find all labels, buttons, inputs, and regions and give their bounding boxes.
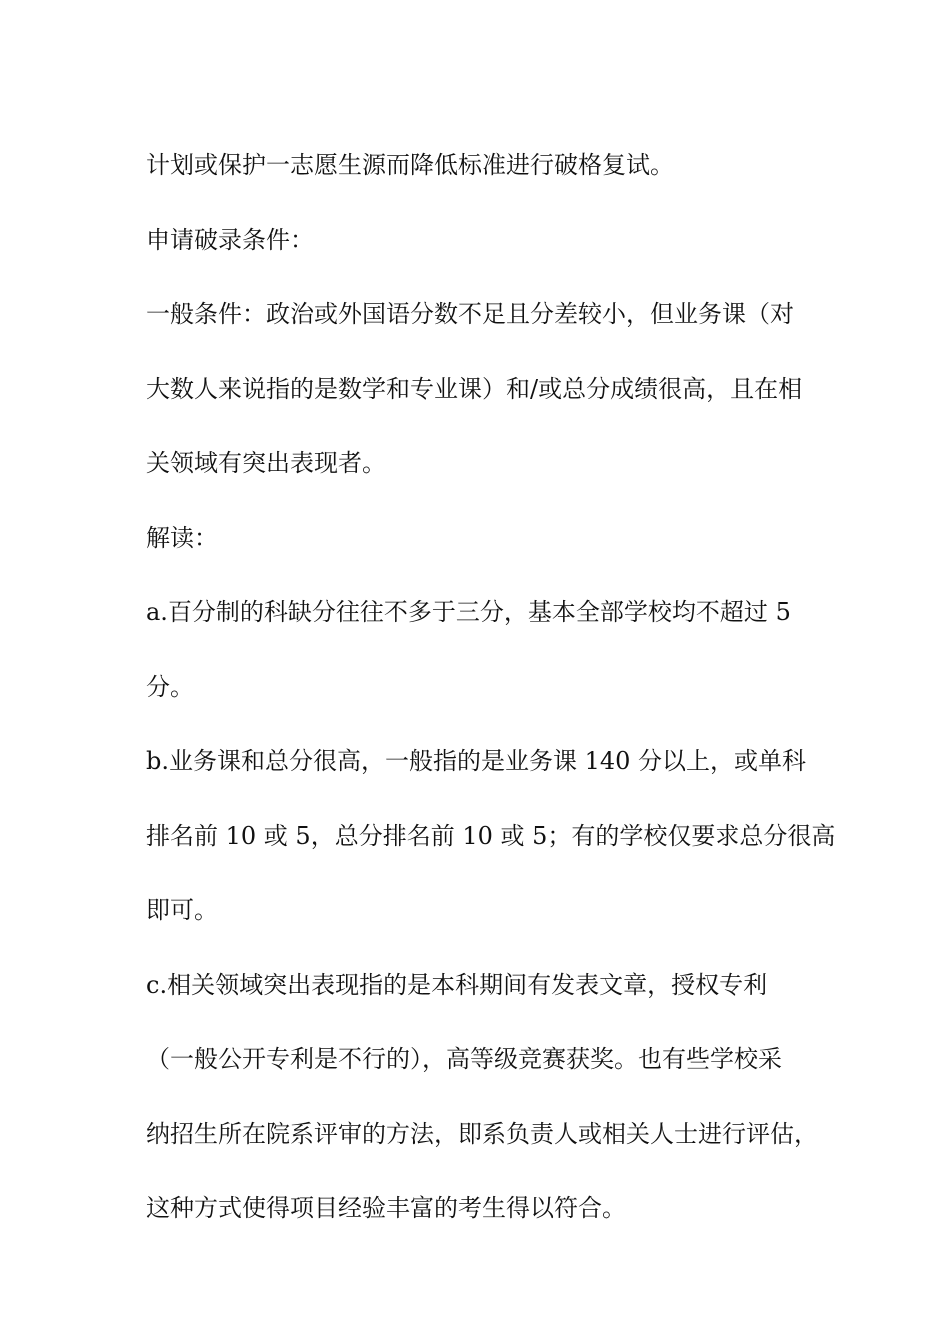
text-line: a.百分制的科缺分往往不多于三分，基本全部学校均不超过 5 (146, 598, 791, 626)
text-line: 这种方式使得项目经验丰富的考生得以符合。 (146, 1194, 626, 1222)
text-line: 纳招生所在院系评审的方法，即系负责人或相关人士进行评估， (146, 1119, 818, 1148)
text-line: 申请破录条件： (146, 225, 314, 254)
text-line: 解读： (146, 523, 218, 552)
text-line: 关领域有突出表现者。 (146, 449, 386, 477)
text-line: 排名前 10 或 5，总分排名前 10 或 5；有的学校仅要求总分很高 (146, 821, 836, 850)
text-line: 大数人来说指的是数学和专业课）和/或总分成绩很高，且在相 (146, 374, 803, 403)
text-line: 即可。 (146, 896, 218, 924)
text-line: （一般公开专利是不行的），高等级竞赛获奖。也有些学校采 (146, 1045, 782, 1073)
text-line: 分。 (146, 672, 194, 701)
text-line: b.业务课和总分很高，一般指的是业务课 140 分以上，或单科 (146, 747, 807, 775)
text-line: 计划或保护一志愿生源而降低标准进行破格复试。 (146, 151, 674, 179)
text-line: c.相关领域突出表现指的是本科期间有发表文章，授权专利 (146, 970, 768, 999)
document-body (146, 128, 846, 1246)
text-line: 一般条件：政治或外国语分数不足且分差较小，但业务课（对 (146, 300, 794, 328)
